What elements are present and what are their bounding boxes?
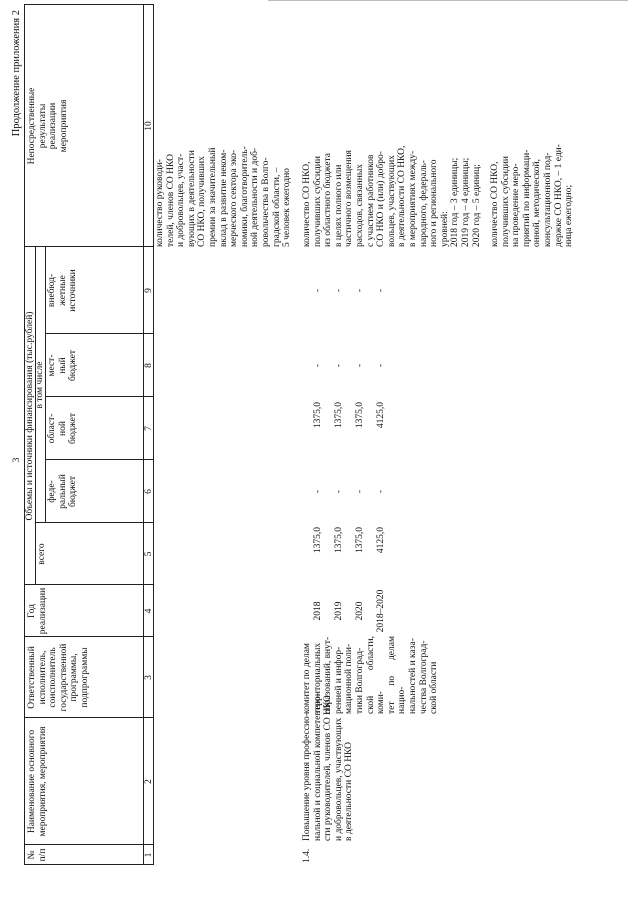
colnum-5: 5 — [144, 551, 154, 557]
fed-2018: - — [312, 489, 323, 494]
row-reg — [302, 402, 397, 460]
reg-2020: 1375,0 — [354, 402, 365, 429]
colnum-10: 10 — [144, 121, 154, 131]
total-2019: 1375,0 — [333, 527, 344, 554]
loc-sum: - — [376, 363, 387, 368]
colnum-1: 1 — [144, 852, 154, 858]
prev-row-result: количество руководи- телей, членов СО НКО и добровольцев, участ- вующих в деятельности СО НКО, получивших премии за значительный вклад в развитие неком- мерческого сектора эко- номики, благотворитель- ной деятельности и доб- ровольчества в Волго- градской области, – 5 человек ежегодно — [155, 146, 293, 247]
colnum-7: 7 — [144, 426, 154, 431]
page-number: 3 — [12, 457, 22, 463]
ext-2020: - — [354, 288, 365, 293]
reg-2018: 1375,0 — [312, 402, 323, 429]
year-2018: 2018 — [312, 601, 323, 621]
header-loc: мест- ный бюджет — [47, 349, 79, 382]
row-ext — [302, 247, 397, 334]
header-incl: в том числе — [35, 361, 45, 409]
header-ext: внебюд- жетные источники — [47, 269, 79, 312]
colnum-6: 6 — [144, 489, 154, 494]
total-2018: 1375,0 — [312, 527, 323, 554]
colnum-8: 8 — [144, 363, 154, 368]
header-result: Непосредственные результаты реализации мероприятия — [27, 87, 69, 165]
header-reg: област- ной бюджет — [47, 412, 79, 445]
row-result-2: количество СО НКО, получивших субсидии на проведение меро- приятий по информаци- онной, методической, консультационной под- держке СО НКО, – 1 еди- ница ежегодно; — [490, 144, 575, 247]
header-fed: феде- ральный бюджет — [47, 474, 79, 509]
continuation-label: Продолжение приложения 2 — [11, 10, 22, 137]
ext-2018: - — [312, 288, 323, 293]
header-name: Наименование основного мероприятия, мероприятия — [27, 726, 48, 837]
loc-2020: - — [354, 363, 365, 368]
loc-2019: - — [333, 363, 344, 368]
header-financing: Объемы и источники финансирования (тыс.рублей) — [25, 311, 35, 521]
year-total: 2018–2020 — [376, 589, 387, 633]
colnum-4: 4 — [144, 608, 154, 614]
row-fed — [302, 460, 397, 523]
row-number: 1.4. — [302, 848, 312, 863]
row-years — [302, 583, 397, 639]
row-loc — [302, 334, 397, 397]
header-executor: Ответственный исполнитель, соисполнитель государственной программы, подпрограммы — [27, 643, 90, 712]
fed-2020: - — [354, 489, 365, 494]
reg-2019: 1375,0 — [333, 402, 344, 429]
colnum-2: 2 — [144, 779, 154, 784]
header-total: всего — [37, 543, 47, 565]
row-result-1: количество СО НКО, получивших субсидии из областного бюджета в целях полного или частичного возмещения расходов, связанных с участием работников СО НКО и (или) добро- вольцев, участвующих в деятельности СО НКО, в мероприятиях между- народного, федераль- ного и регионального уровней: 2018 год – 3 единицы; 2019 год – 4 единицы; 2020 год – 5 единиц; — [302, 145, 482, 247]
colnum-9: 9 — [144, 288, 154, 293]
fed-2019: - — [333, 489, 344, 494]
row-total — [302, 527, 397, 585]
loc-2018: - — [312, 363, 323, 368]
reg-sum: 4125,0 — [376, 402, 387, 429]
ext-2019: - — [333, 288, 344, 293]
total-2020: 1375,0 — [354, 527, 365, 554]
colnum-3: 3 — [144, 675, 154, 680]
row-name: Повышение уровня профессио- нальной и социальной компетентно- сти руководителей, членов СО НКО и добровольцев, участвующих в деятельности СО НКО — [302, 693, 355, 841]
year-2020: 2020 — [354, 601, 365, 621]
row-executor: комитет по делам территориальных образований, внут- ренней и инфор- мационной поли- тики Волгоград- ской области, коми- тет по делам нацио- нальностей и каза- чества Волгоград- ской области — [302, 636, 440, 714]
total-sum: 4125,0 — [376, 527, 387, 554]
fed-sum: - — [376, 489, 387, 494]
header-year: Год реализации — [27, 587, 48, 635]
year-2019: 2019 — [333, 601, 344, 621]
header-num: № п/п — [27, 848, 48, 862]
ext-sum: - — [376, 288, 387, 293]
